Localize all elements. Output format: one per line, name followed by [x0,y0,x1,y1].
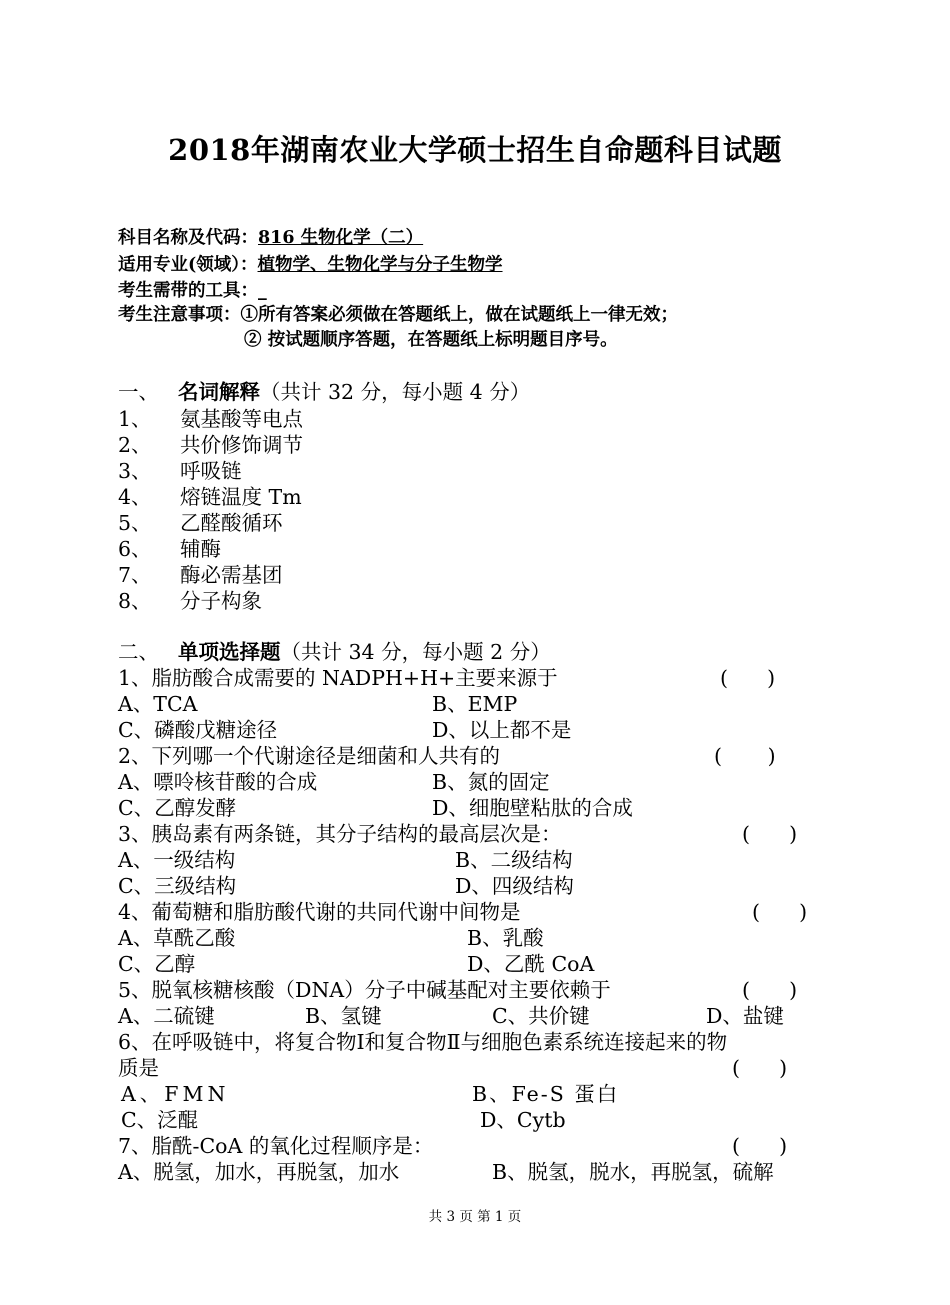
term-item: 6、 辅酶 [118,537,221,561]
option: D、四级结构 [455,874,574,898]
major-value: 植物学、生物化学与分子生物学 [257,255,503,275]
option: C、乙醇发酵 [118,796,237,820]
option: B、脱氢，脱水，再脱氢，硫解 [492,1160,774,1184]
term-item: 3、 呼吸链 [118,459,242,483]
option: D、盐键 [706,1004,784,1028]
section2-heading [118,639,551,665]
question-stem: 7、脂酰-CoA 的氧化过程顺序是： [118,1134,434,1158]
section1-name: 名词解释 [178,380,260,404]
option: B、EMP [432,692,518,716]
section2-number: 二、 [118,640,159,664]
question-stem: 1、脂肪酸合成需要的 NADPH+H+主要来源于 [118,666,558,690]
answer-bracket: ( ) [752,900,808,924]
answer-bracket: ( ) [732,1134,788,1158]
term-item: 4、 熔链温度 Tm [118,485,302,509]
notes-label: 考生注意事项： [118,305,241,325]
question-stem-continued: 质是 [118,1056,159,1080]
option: A、二硫键 [118,1004,215,1028]
option: A、一级结构 [118,848,236,872]
option: A、TCA [118,692,198,716]
page-title: 2018年湖南农业大学硕士招生自命题科目试题 [168,133,782,167]
option: D、细胞壁粘肽的合成 [432,796,633,820]
note-2: ② 按试题顺序答题，在答题纸上标明题目序号。 [244,330,618,350]
option: D、Cytb [480,1108,566,1132]
subject-label: 科目名称及代码： [118,228,258,248]
page-footer: 共 3 页 第 1 页 [428,1209,522,1225]
option: B、氢键 [305,1004,382,1028]
option: C、共价键 [492,1004,590,1028]
tools-label: 考生需带的工具： [118,281,258,301]
section2-name: 单项选择题 [178,640,281,664]
option: B、氮的固定 [432,770,550,794]
term-item: 5、 乙醛酸循环 [118,511,283,535]
option: B、Fe-S 蛋白 [472,1082,620,1106]
term-item: 7、 酶必需基团 [118,563,283,587]
option: A、FMN [121,1082,230,1106]
answer-bracket: ( ) [742,822,798,846]
answer-bracket: ( ) [714,744,776,768]
option: C、磷酸戊糖途径 [118,718,278,742]
answer-bracket: ( ) [732,1056,788,1080]
major-label: 适用专业(领域）： [118,255,258,275]
question-stem: 4、葡萄糖和脂肪酸代谢的共同代谢中间物是 [118,900,521,924]
section2-info: （共计 34 分，每小题 2 分） [280,640,551,664]
question-stem: 6、在呼吸链中，将复合物Ⅰ和复合物Ⅱ与细胞色素系统连接起来的物 [118,1030,728,1054]
question-stem: 3、胰岛素有两条链，其分子结构的最高层次是： [118,822,562,846]
question-stem: 2、下列哪一个代谢途径是细菌和人共有的 [118,744,501,768]
tools-line [118,279,267,303]
section1-number: 一、 [118,380,159,404]
question-stem: 5、脱氧核糖核酸（DNA）分子中碱基配对主要依赖于 [118,978,611,1002]
subject-value: 816 生物化学（二） [258,228,424,248]
section1-info: （共计 32 分，每小题 4 分） [260,380,531,404]
major-line [118,253,503,277]
option: C、乙醇 [118,952,196,976]
note-1: ①所有答案必须做在答题纸上，做在试题纸上一律无效； [240,305,678,325]
answer-bracket: ( ) [720,666,776,690]
subject-line [118,226,423,250]
notes-line [118,303,678,327]
tools-value: _ [258,281,267,301]
option: A、草酰乙酸 [118,926,236,950]
option: C、泛醌 [121,1108,199,1132]
option: A、嘌呤核苷酸的合成 [118,770,318,794]
term-item: 8、 分子构象 [118,589,262,613]
option: A、脱氢，加水，再脱氢，加水 [118,1160,400,1184]
term-item: 1、 氨基酸等电点 [118,407,303,431]
option: D、乙酰 CoA [467,952,595,976]
option: B、乳酸 [467,926,544,950]
option: C、三级结构 [118,874,237,898]
option: D、以上都不是 [432,718,572,742]
option: B、二级结构 [455,848,573,872]
section1-heading [118,379,530,405]
term-item: 2、 共价修饰调节 [118,433,303,457]
answer-bracket: ( ) [742,978,798,1002]
